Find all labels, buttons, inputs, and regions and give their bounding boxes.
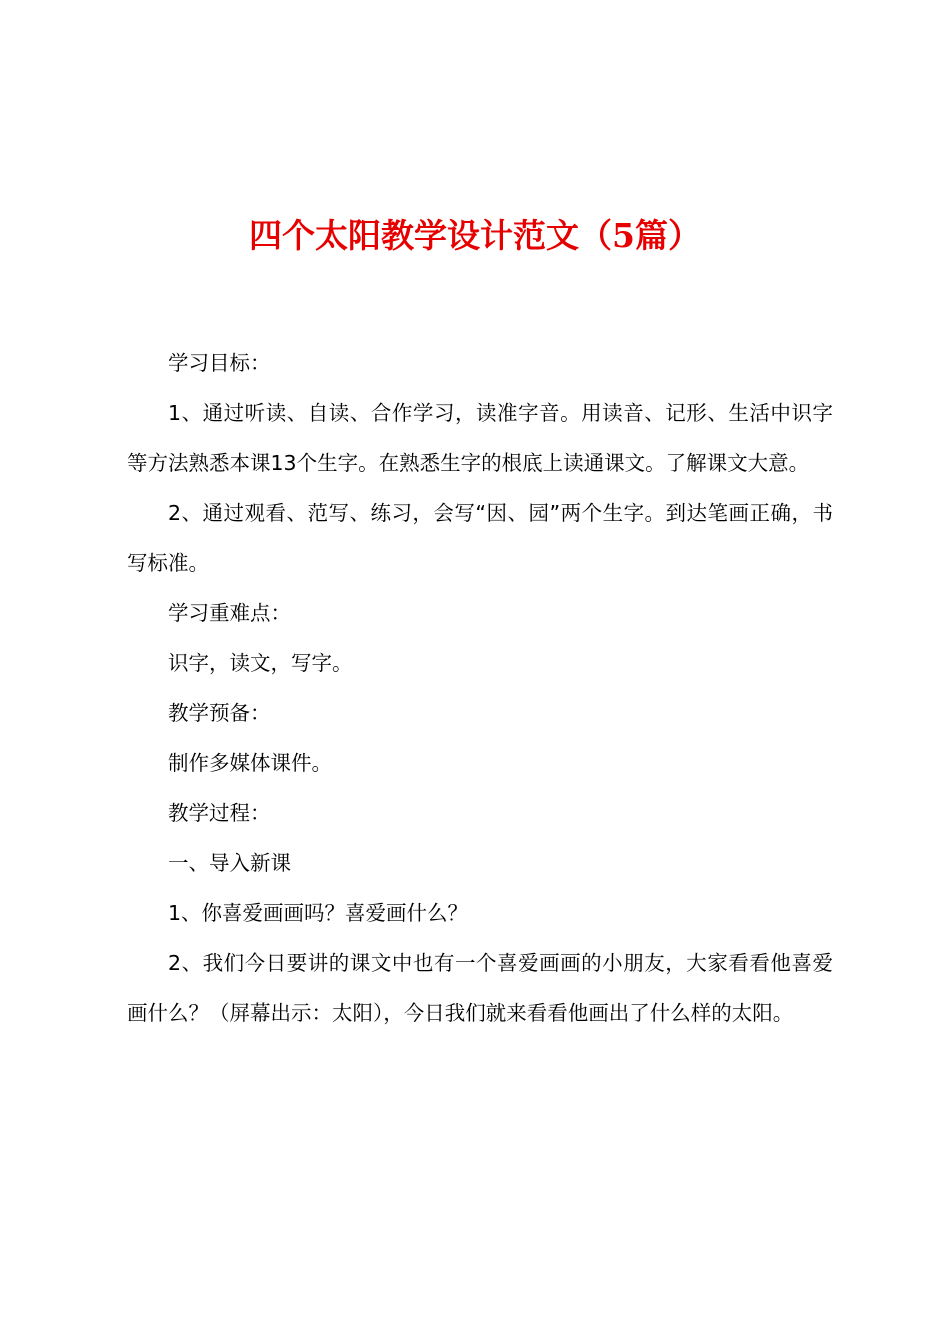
- paragraph-goal-2: 2、通过观看、范写、练习，会写“因、园”两个生字。到达笔画正确，书写标准。: [127, 501, 833, 575]
- section-introduction: 一、导入新课: [168, 851, 291, 875]
- paragraph-step-1: 1、你喜爱画画吗？喜爱画什么？: [168, 901, 469, 925]
- paragraph-preparation: 制作多媒体课件。: [168, 751, 332, 775]
- document-body: [127, 338, 833, 1038]
- paragraph-step-2: 2、我们今日要讲的课文中也有一个喜爱画画的小朋友，大家看看他喜爱画什么？（屏幕出示：太阳），今日我们就来看看他画出了什么样的太阳。: [127, 951, 833, 1025]
- paragraph-key-difficulties: 识字，读文，写字。: [168, 651, 353, 675]
- heading-preparation: 教学预备：: [168, 701, 271, 725]
- heading-learning-goals: 学习目标：: [168, 351, 271, 375]
- heading-teaching-process: 教学过程：: [168, 801, 271, 825]
- paragraph-goal-1: 1、通过听读、自读、合作学习，读准字音。用读音、记形、生活中识字等方法熟悉本课13个生字。在熟悉生字的根底上读通课文。了解课文大意。: [127, 401, 833, 475]
- heading-key-difficulties: 学习重难点：: [168, 601, 291, 625]
- document-title: 四个太阳教学设计范文（5篇）: [249, 216, 701, 255]
